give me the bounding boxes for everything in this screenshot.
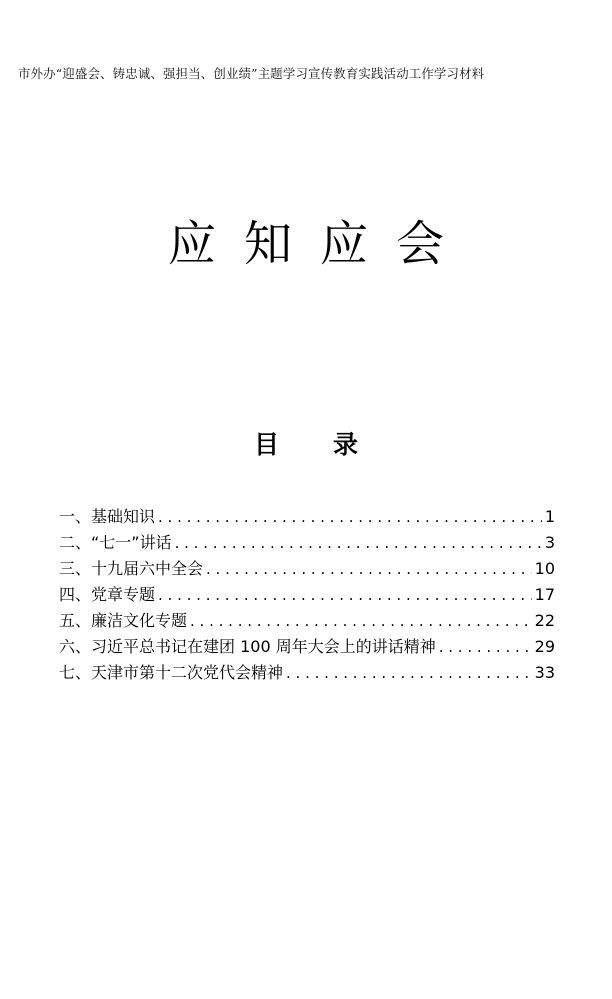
toc-item-label: 三、十九届六中全会 <box>59 559 204 578</box>
document-title: 应知应会 <box>167 216 472 272</box>
toc-item-page: 10 <box>534 559 555 578</box>
toc-leader-dots <box>286 660 532 686</box>
toc-item-label: 一、基础知识 <box>59 507 156 526</box>
toc-item-page: 3 <box>544 533 555 552</box>
toc-heading-char-2: 录 <box>333 430 359 459</box>
toc-item-label: 四、党章专题 <box>59 585 156 604</box>
toc-leader-dots <box>175 530 542 556</box>
toc-heading-char-1: 目 <box>253 430 279 459</box>
toc-leader-dots <box>158 504 542 530</box>
toc-leader-dots <box>206 556 532 582</box>
toc-item-page: 33 <box>534 663 555 682</box>
toc-item-label: 五、廉洁文化专题 <box>59 611 188 630</box>
toc-item-2[interactable] <box>59 530 555 556</box>
toc-item-6[interactable] <box>59 634 555 660</box>
toc-item-page: 29 <box>534 637 555 656</box>
toc-item-label: 六、习近平总书记在建团 100 周年大会上的讲话精神 <box>59 637 436 656</box>
toc-item-page: 1 <box>544 507 555 526</box>
toc-item-page: 17 <box>534 585 555 604</box>
toc-item-7[interactable] <box>59 660 555 686</box>
toc-leader-dots <box>158 582 532 608</box>
toc-item-3[interactable] <box>59 556 555 582</box>
header-subtitle: 市外办“迎盛会、铸忠诚、强担当、创业绩”主题学习宣传教育实践活动工作学习材料 <box>18 66 485 81</box>
toc-leader-dots <box>190 608 532 634</box>
toc-heading <box>0 428 612 462</box>
toc-item-label: 七、天津市第十二次党代会精神 <box>59 663 284 682</box>
toc-item-4[interactable] <box>59 582 555 608</box>
table-of-contents <box>59 504 555 686</box>
toc-leader-dots <box>439 634 532 660</box>
toc-item-label: 二、“七一”讲话 <box>59 533 172 552</box>
toc-item-5[interactable] <box>59 608 555 634</box>
toc-item-1[interactable] <box>59 504 555 530</box>
toc-item-page: 22 <box>534 611 555 630</box>
